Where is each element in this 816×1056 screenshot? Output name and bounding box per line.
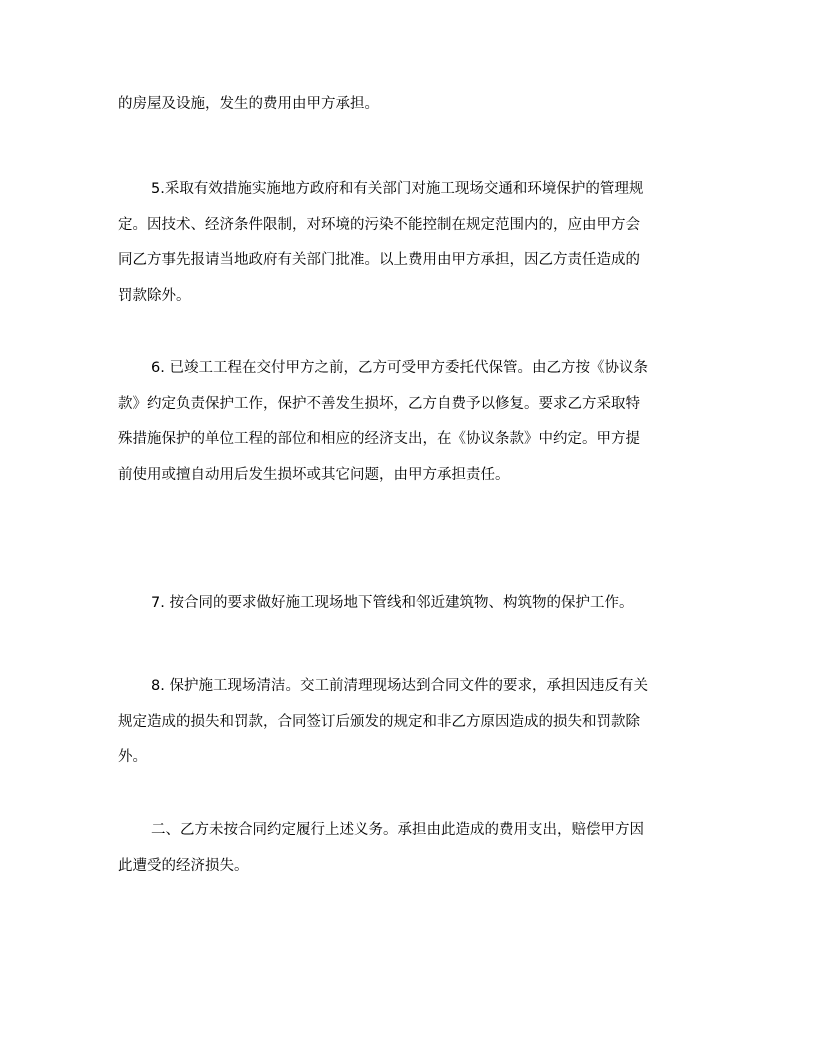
paragraph-line: 规定造成的损失和罚款，合同签订后颁发的规定和非乙方原因造成的损失和罚款除 [118, 713, 640, 730]
paragraph-line: 二、乙方未按合同约定履行上述义务。承担由此造成的费用支出，赔偿甲方因 [151, 822, 644, 838]
paragraph-item-5 [118, 172, 708, 314]
paragraph-section-2 [118, 813, 708, 884]
paragraph-item-8 [118, 669, 708, 776]
paragraph-line: 同乙方事先报请当地政府有关部门批准。以上费用由甲方承担，因乙方责任造成的 [118, 252, 640, 269]
paragraph-line: 外。 [118, 749, 147, 766]
paragraph-intro [118, 87, 708, 123]
paragraph-item-6 [118, 351, 708, 493]
paragraph-line: 5.采取有效措施实施地方政府和有关部门对施工现场交通和环境保护的管理规 [151, 181, 644, 197]
paragraph-line: 的房屋及设施，发生的费用由甲方承担。 [118, 96, 379, 112]
paragraph-line: 罚款除外。 [118, 287, 191, 304]
paragraph-line: 8. 保护施工现场清洁。交工前清理现场达到合同文件的要求，承担因违反有关 [151, 678, 648, 694]
paragraph-line: 前使用或擅自动用后发生损坏或其它问题，由甲方承担责任。 [118, 466, 510, 483]
paragraph-line: 7. 按合同的要求做好施工现场地下管线和邻近建筑物、构筑物的保护工作。 [151, 595, 634, 611]
paragraph-line: 此遭受的经济损失。 [118, 857, 249, 874]
paragraph-line: 定。因技术、经济条件限制，对环境的污染不能控制在规定范围内的，应由甲方会 [118, 216, 640, 233]
paragraph-item-7 [118, 586, 708, 622]
paragraph-line: 殊措施保护的单位工程的部位和相应的经济支出，在《协议条款》中约定。甲方提 [118, 431, 640, 448]
paragraph-line: 6. 已竣工工程在交付甲方之前，乙方可受甲方委托代保管。由乙方按《协议条 [151, 360, 648, 376]
paragraph-line: 款》约定负责保护工作，保护不善发生损坏，乙方自费予以修复。要求乙方采取特 [118, 395, 640, 412]
